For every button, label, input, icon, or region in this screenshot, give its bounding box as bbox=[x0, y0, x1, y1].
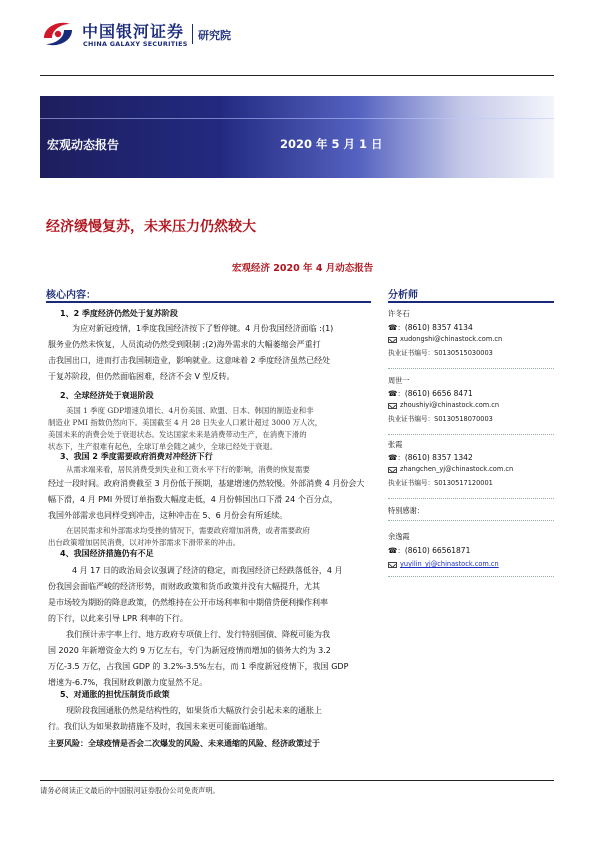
body-line: 美国未来的消费会处于衰退状态。发达国家未来是消费带动生产，在消费下滑的 bbox=[48, 430, 307, 439]
analyst-email[interactable]: zhangchen_yj@chinastock.com.cn bbox=[400, 465, 514, 473]
body-line: 增速为-6.7%，我国财政刺激力度显然不足。 bbox=[48, 678, 208, 687]
divider bbox=[388, 520, 554, 521]
analyst-email[interactable]: zhoushiyi@chinastock.com.cn bbox=[400, 401, 500, 409]
section-heading: 3、我国 2 季度需要政府消费对冲经济下行 bbox=[60, 452, 213, 461]
body-line: 经过一段时间。政府消费截至 3 月份低于预期，基建增速仍然较慢。外部消费 4 月份会大 bbox=[48, 479, 365, 488]
core-rule bbox=[46, 301, 371, 303]
divider bbox=[388, 434, 554, 435]
analyst-cert: 执业证书编号：S0130517120001 bbox=[388, 479, 493, 487]
mail-icon bbox=[388, 562, 397, 568]
mail-icon bbox=[388, 467, 397, 473]
section-heading: 1、2 季度经济仍然处于复苏阶段 bbox=[60, 309, 178, 318]
body-line: 击我国出口，进而打击我国制造业，影响就业。这意味着 2 季度经济虽然已经处 bbox=[48, 356, 331, 365]
analyst-heading: 分析师 bbox=[388, 290, 418, 301]
body-line: 国 2020 年新增资金大约 9 万亿左右，专门为新冠疫情而增加的债务大约为 3.2 bbox=[48, 646, 331, 655]
analyst-rule bbox=[388, 301, 554, 303]
footer-rule bbox=[40, 780, 554, 781]
body-line: 幅下滑，4 月 PMI 外贸订单指数大幅度走低，4 月份韩国出口下滑 24 个百分点， bbox=[48, 495, 338, 504]
body-line: 为应对新冠疫情，1季度我国经济按下了暂停键。4 月份我国经济面临 :(1) bbox=[72, 324, 334, 333]
analyst-name: 周世一 bbox=[388, 376, 410, 385]
banner-line bbox=[40, 118, 554, 119]
risk-line: 主要风险：全球疫情是否会二次爆发的风险、未来通缩的风险、经济政策过于 bbox=[48, 739, 320, 748]
logo-divider bbox=[192, 24, 193, 44]
analyst-phone: ☎：(8610) 8357 4134 bbox=[388, 323, 473, 332]
body-line: 万亿-3.5 万亿，占我国 GDP 的 3.2%-3.5%左右，而 1 季度新冠疫情下，我国 GDP bbox=[48, 662, 349, 671]
body-line: 我国外部需求也同样受到冲击，这种冲击在 5、6 月份会有所延续。 bbox=[48, 511, 288, 520]
analyst-name: 许冬石 bbox=[388, 309, 410, 318]
thanks-phone: ☎：(8610) 66561871 bbox=[388, 546, 471, 555]
analyst-cert: 执业证书编号：S0130515030003 bbox=[388, 349, 493, 357]
mail-icon bbox=[388, 403, 397, 409]
mail-icon bbox=[388, 337, 397, 343]
body-line: 我们预计赤字率上行、地方政府专项债上行、发行特别国债、降税可能为我 bbox=[66, 630, 330, 639]
body-line: 是市场较为期盼的降息政策，仍然维持在公开市场利率和中期借贷便利操作利率 bbox=[48, 598, 328, 607]
analyst-cert: 执业证书编号：S0130518070003 bbox=[388, 415, 493, 423]
body-line: 制造业 PMI 指数仍然向下。美国截至 4 月 28 日失业人口累计超过 3000 万人次， bbox=[48, 418, 323, 427]
body-line: 服务业仍然未恢复，人员流动仍然受到限制 ;(2)海外需求的大幅萎缩会严重打 bbox=[48, 340, 321, 349]
divider bbox=[388, 576, 554, 577]
divider bbox=[388, 498, 554, 499]
disclaimer-footer: 请务必阅读正文最后的中国银河证券股份公司免责声明。 bbox=[40, 786, 220, 795]
core-heading: 核心内容： bbox=[46, 290, 96, 301]
body-line: 美国 1 季度 GDP增速负增长、4月份美国、欧盟、日本、韩国的制造业和非 bbox=[66, 406, 314, 415]
body-line: 4 月 17 日的政治局会议强调了经济的稳定，而我国经济已经跌落低谷，4 月 bbox=[72, 566, 343, 575]
analyst-name: 张霞 bbox=[388, 440, 403, 449]
divider bbox=[388, 368, 554, 369]
report-type: 宏观动态报告 bbox=[47, 138, 120, 152]
section-heading: 2、全球经济处于衰退阶段 bbox=[60, 391, 154, 400]
analyst-phone: ☎：(8610) 6656 8471 bbox=[388, 389, 473, 398]
thanks-name: 余逸霞 bbox=[388, 532, 410, 541]
brand-name-cn: 中国银河证券 bbox=[82, 22, 185, 41]
special-thanks-label: 特别感谢： bbox=[388, 506, 424, 515]
institute-label: 研究院 bbox=[198, 29, 231, 42]
page-title: 经济缓慢复苏，未来压力仍然较大 bbox=[46, 219, 256, 235]
section-heading: 4、我国经济措施仍有不足 bbox=[60, 549, 154, 558]
page-subtitle: 宏观经济 2020 年 4 月动态报告 bbox=[232, 263, 374, 274]
body-line: 状态下，生产很难有起色，全球订单会随之减少，全球已经处于衰退。 bbox=[48, 442, 278, 451]
brand-name-en: CHINA GALAXY SECURITIES bbox=[83, 40, 188, 48]
report-date: 2020 年 5 月 1 日 bbox=[280, 137, 383, 151]
section-heading: 5、对通胀的担忧压制货币政策 bbox=[60, 690, 170, 699]
galaxy-logo-icon bbox=[40, 18, 76, 50]
body-line: 的下行，以此来引导 LPR 利率的下行。 bbox=[48, 614, 188, 623]
body-line: 行。我们认为如果救助措施不及时，我国未来更可能面临通缩。 bbox=[48, 722, 272, 731]
thanks-email-link[interactable]: yuyilin_yj@chinastock.com.cn bbox=[400, 560, 499, 568]
body-line: 从需求端来看，居民消费受到失业和工资水平下行的影响，消费的恢复需要 bbox=[66, 465, 310, 474]
body-line: 现阶段我国通胀仍然是结构性的，如果货币大幅放行会引起未来的通胀上 bbox=[66, 706, 322, 715]
analyst-email[interactable]: xudongshi@chinastock.com.cn bbox=[400, 335, 503, 343]
body-line: 在居民需求和外部需求均受挫的情况下，需要政府增加消费，或者需要政府 bbox=[66, 526, 310, 535]
body-line: 份我国会面临严峻的经济形势，而财政政策和货币政策并没有大幅提升，尤其 bbox=[48, 582, 320, 591]
body-line: 出台政策增加居民消费，以对冲外部需求下滑带来的冲击。 bbox=[48, 538, 241, 547]
analyst-phone: ☎：(8610) 8357 1342 bbox=[388, 453, 473, 462]
body-line: 于复苏阶段，但仍然面临困难，经济不会 V 型反转。 bbox=[48, 372, 235, 381]
header-rule bbox=[40, 75, 554, 76]
